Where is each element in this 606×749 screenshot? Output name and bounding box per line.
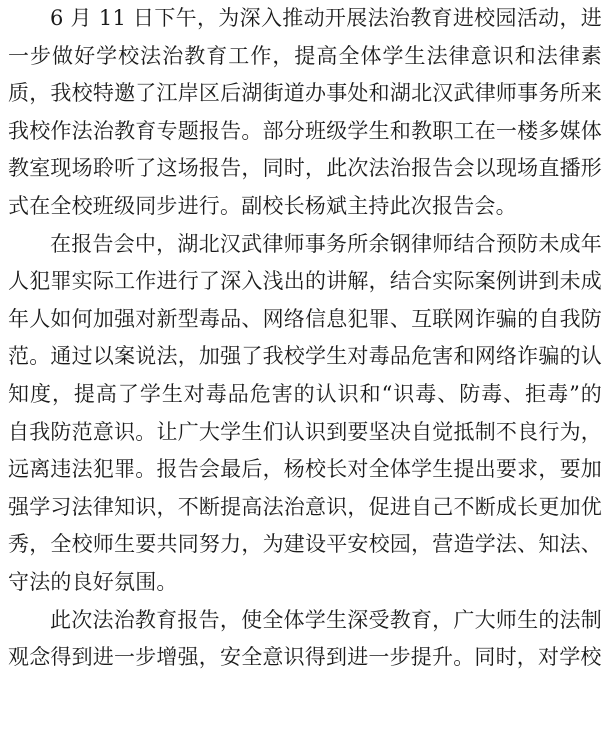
- paragraph-conclusion: 此次法治教育报告，使全体学生深受教育，广大师生的法制观念得到进一步增强，安全意识得到进一步提升。同时，对学校: [8, 607, 602, 670]
- paragraph-intro: 6 月 11 日下午，为深入推动开展法治教育进校园活动，进一步做好学校法治教育工作，提高全体学生法律意识和法律素质，我校特邀了江岸区后湖街道办事处和湖北汉武律师事务所来我校作法治教育专题报告。部分班级学生和教职工在一楼多媒体教室现场聆听了这场报告，同时，此次法治报告会以现场直播形式在全校班级同步进行。副校长杨斌主持此次报告会。: [8, 6, 602, 218]
- article-body: [8, 0, 602, 677]
- paragraph-lecture: 在报告会中，湖北汉武律师事务所余钢律师结合预防未成年人犯罪实际工作进行了深入浅出的讲解，结合实际案例讲到未成年人如何加强对新型毒品、网络信息犯罪、互联网诈骗的自我防范。通过以案说法，加强了我校学生对毒品危害和网络诈骗的认知度，提高了学生对毒品危害的认识和“识毒、防毒、拒毒”的自我防范意识。让广大学生们认识到要坚决自觉抵制不良行为，远离违法犯罪。报告会最后，杨校长对全体学生提出要求，要加强学习法律知识，不断提高法治意识，促进自己不断成长更加优秀，全校师生要共同努力，为建设平安校园，营造学法、知法、守法的良好氛围。: [8, 231, 602, 594]
